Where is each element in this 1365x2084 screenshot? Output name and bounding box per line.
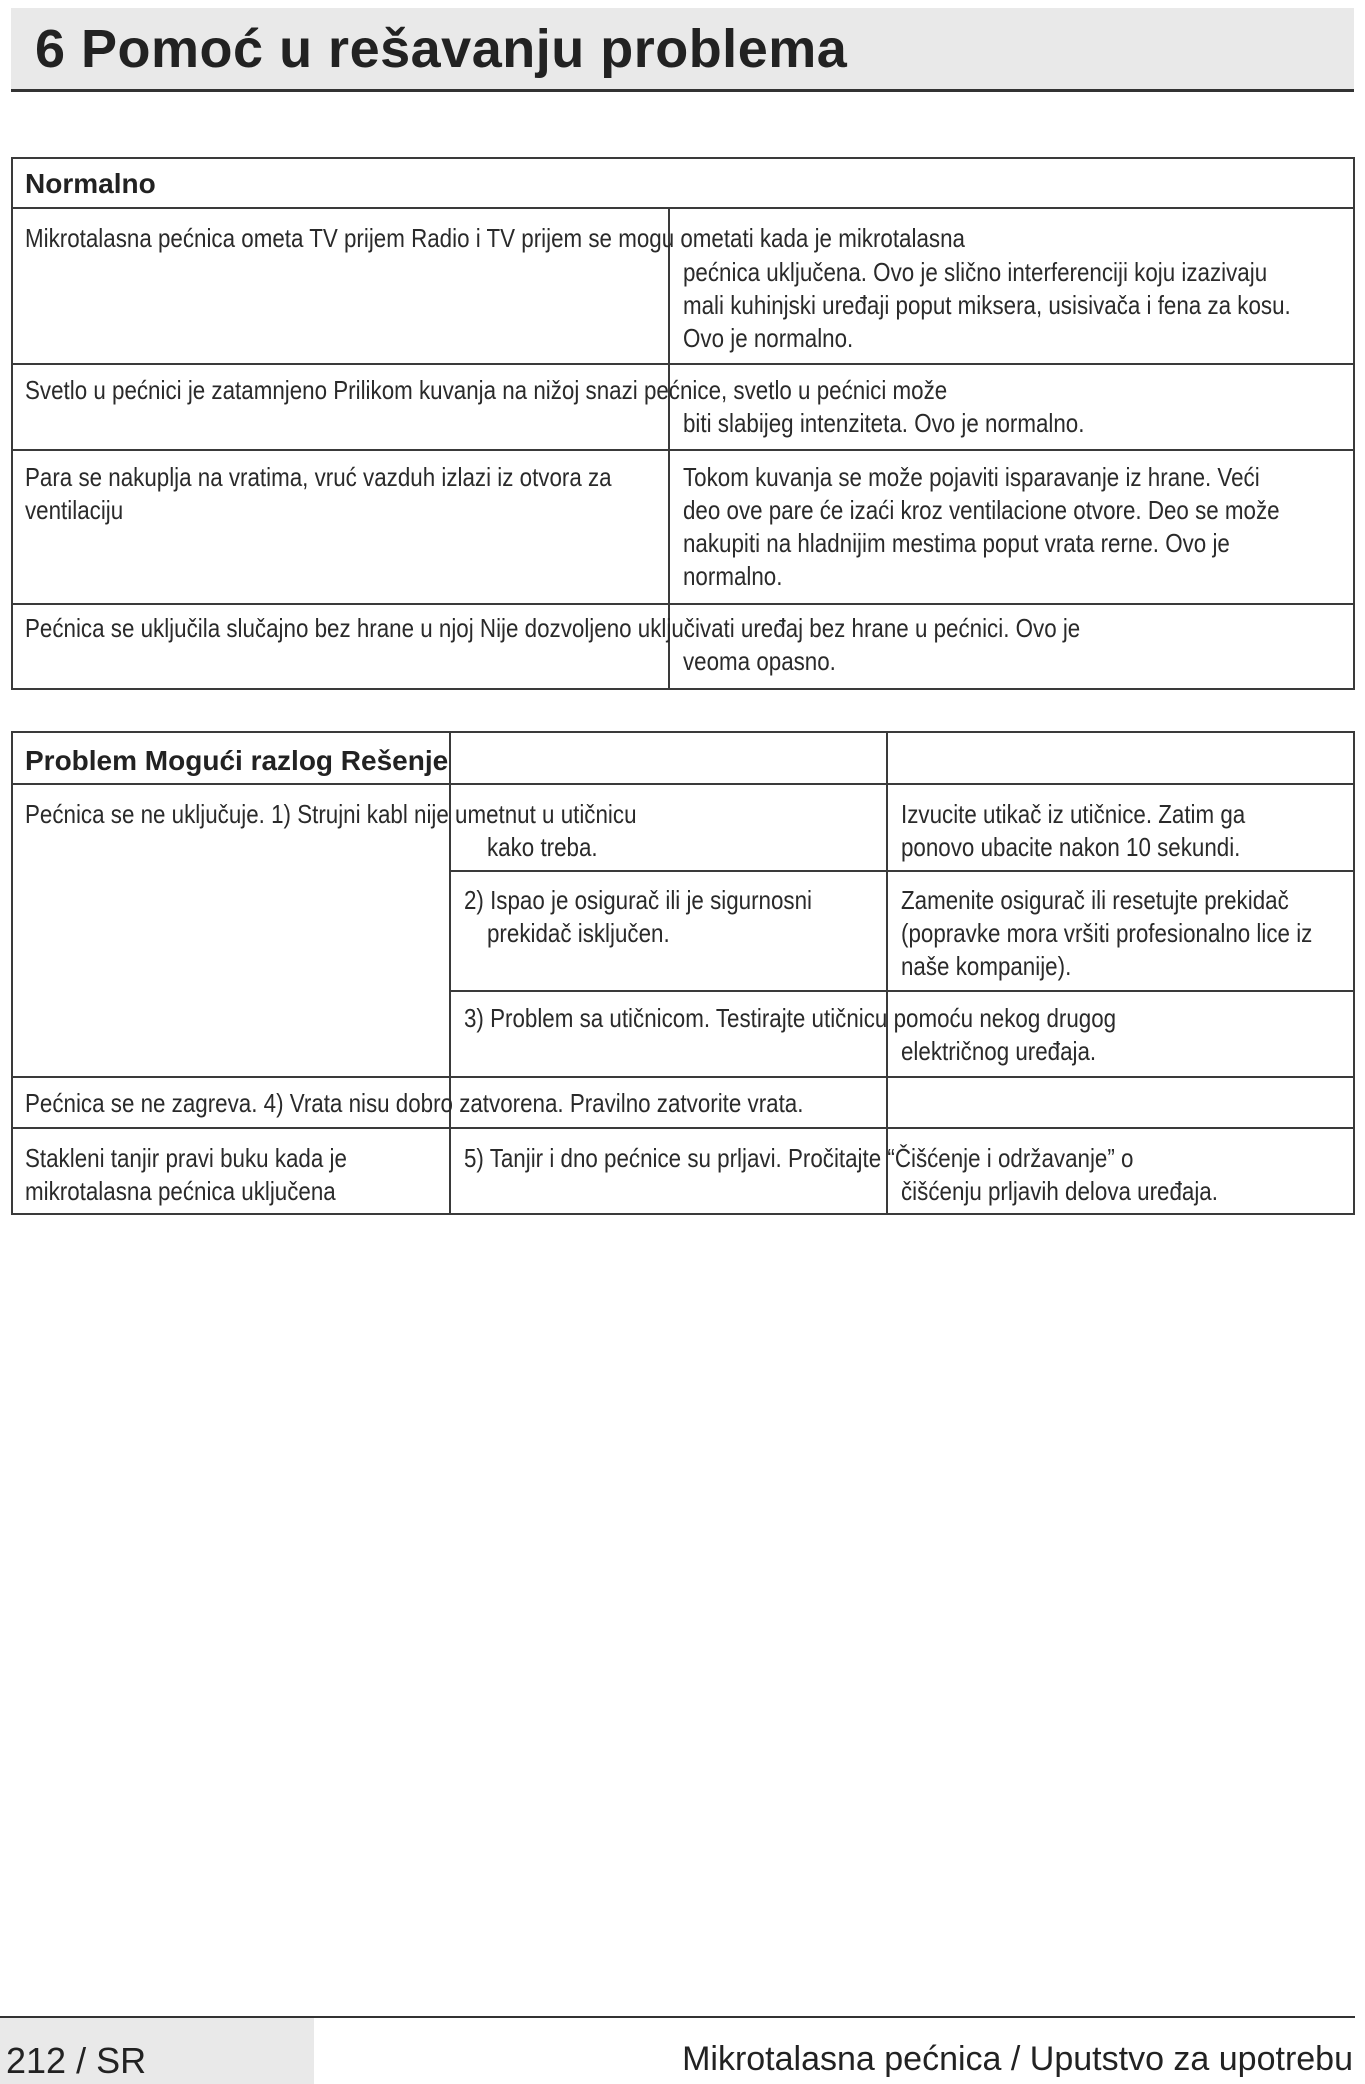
normal-row-3-problem-line: ventilaciju xyxy=(25,495,124,525)
normal-row-4-solution-line: veoma opasno. xyxy=(683,646,836,676)
problem-row-3-text: 3) Problem sa utičnicom. Testirajte utičnicu pomoću nekog drugog xyxy=(464,1003,1117,1033)
normal-row-2-solution-line: biti slabijeg intenziteta. Ovo je normalno. xyxy=(683,408,1085,438)
normal-row-divider xyxy=(11,449,1355,451)
normal-row-2-text: Svetlo u pećnici je zatamnjeno Prilikom kuvanja na nižoj snazi pećnice, svetlo u pećnici može xyxy=(25,375,948,405)
problem-row-2-cause-line: 2) Ispao je osigurač ili je sigurnosni xyxy=(464,885,813,915)
normal-row-1-solution-line: mali kuhinjski uređaji poput miksera, usisivača i fena za kosu. xyxy=(683,290,1291,320)
problem-row-1-text: Pećnica se ne uključuje. 1) Strujni kabl nije umetnut u utičnicu xyxy=(25,799,637,829)
normal-row-3-solution-line: normalno. xyxy=(683,561,783,591)
problem-row-3-solution-cont: električnog uređaja. xyxy=(901,1036,1097,1066)
problem-row-divider xyxy=(449,990,1355,992)
problem-row-1-cause-cont: kako treba. xyxy=(487,832,598,862)
footer-divider xyxy=(0,2016,1355,2018)
problem-row-1-solution-line: ponovo ubacite nakon 10 sekundi. xyxy=(901,832,1241,862)
problem-row-divider xyxy=(11,1127,1355,1129)
problem-row-divider xyxy=(449,870,1355,872)
problem-row-2-cause-line: prekidač isključen. xyxy=(487,918,670,948)
problem-row-4-text: Pećnica se ne zagreva. 4) Vrata nisu dobro zatvorena. Pravilno zatvorite vrata. xyxy=(25,1088,804,1118)
normal-row-1-text: Mikrotalasna pećnica ometa TV prijem Radio i TV prijem se mogu ometati kada je mikrotalasna xyxy=(25,223,965,253)
normal-row-3-solution-line: Tokom kuvanja se može pojaviti isparavanje iz hrane. Veći xyxy=(683,462,1260,492)
normal-row-divider xyxy=(11,363,1355,365)
problem-row-2-solution-line: Zamenite osigurač ili resetujte prekidač xyxy=(901,885,1289,915)
problem-row-2-solution-line: (popravke mora vršiti profesionalno lice iz xyxy=(901,918,1313,948)
document-title: Mikrotalasna pećnica / Uputstvo za upotrebu xyxy=(682,2040,1353,2078)
problem-row-5-problem-line: mikrotalasna pećnica uključena xyxy=(25,1176,336,1206)
problem-row-5-solution-cont: čišćenju prljavih delova uređaja. xyxy=(901,1176,1218,1206)
page-number: 212 / SR xyxy=(6,2040,147,2081)
problem-header-divider xyxy=(11,783,1355,785)
problem-row-5-problem-line: Stakleni tanjir pravi buku kada je xyxy=(25,1143,347,1173)
chapter-header xyxy=(11,8,1354,92)
problem-heading: Problem Mogući razlog Rešenje xyxy=(25,745,449,776)
normal-heading: Normalno xyxy=(25,168,156,199)
normal-row-1-solution-line: pećnica uključena. Ovo je slično interferenciji koju izazivaju xyxy=(683,257,1268,287)
normal-row-3-solution-line: deo ove pare će izaći kroz ventilacione otvore. Deo se može xyxy=(683,495,1280,525)
chapter-title: 6 Pomoć u rešavanju problema xyxy=(35,19,848,79)
normal-row-3-solution-line: nakupiti na hladnijim mestima poput vrata rerne. Ovo je xyxy=(683,528,1230,558)
normal-row-1-solution-line: Ovo je normalno. xyxy=(683,323,854,353)
normal-row-3-problem-line: Para se nakuplja na vratima, vruć vazduh izlazi iz otvora za xyxy=(25,462,612,492)
normal-row-divider xyxy=(11,603,1355,605)
problem-row-2-solution-line: naše kompanije). xyxy=(901,951,1072,981)
normal-header-divider xyxy=(11,207,1355,209)
problem-row-1-solution-line: Izvucite utikač iz utičnice. Zatim ga xyxy=(901,799,1246,829)
normal-row-4-text: Pećnica se uključila slučajno bez hrane u njoj Nije dozvoljeno uključivati uređaj bez hrane u pećnici. Ovo je xyxy=(25,613,1081,643)
problem-row-5-text: 5) Tanjir i dno pećnice su prljavi. Pročitajte “Čišćenje i održavanje” o xyxy=(464,1143,1134,1173)
problem-row-divider xyxy=(11,1076,1355,1078)
